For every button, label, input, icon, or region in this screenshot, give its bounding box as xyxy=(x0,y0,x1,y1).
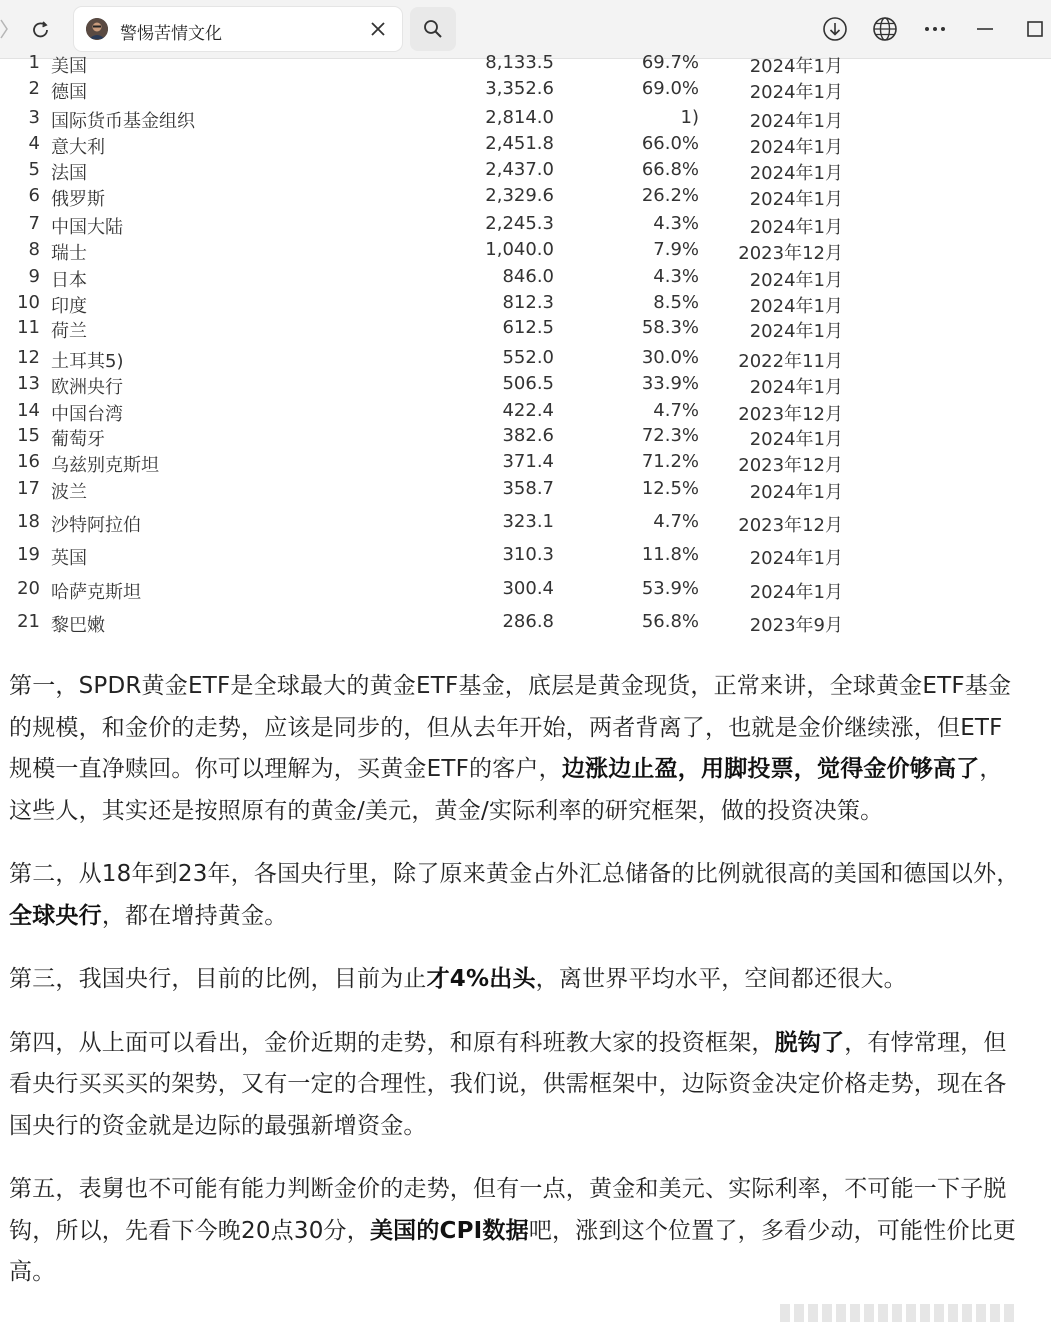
rank-cell: 13 xyxy=(17,373,40,394)
amount-cell: 358.7 xyxy=(502,478,554,499)
bold-text: 全球央行 xyxy=(9,902,102,929)
bold-text: 美国的CPI数据 xyxy=(369,1217,529,1244)
rank-cell: 21 xyxy=(17,611,40,632)
browser-tab[interactable] xyxy=(74,7,402,51)
date-cell: 2024年1月 xyxy=(749,82,843,103)
download-icon[interactable] xyxy=(820,14,850,44)
amount-cell: 506.5 xyxy=(502,373,554,394)
amount-cell: 2,451.8 xyxy=(485,133,554,154)
text-run: 第一，SPDR黄金ETF是全球最大的黄金ETF基金，底层是黄金现货，正常来讲，全球黄金ETF基金的规模，和金价的走势，应该是同步的，但从去年开始，两者背离了，也就是金价继续涨，但ETF规模一直净赎回。你可以理解为，买黄金ETF的客户， xyxy=(9,673,1012,782)
rank-cell: 8 xyxy=(28,239,40,260)
bold-text: 脱钩了 xyxy=(774,1029,845,1056)
date-cell: 2024年1月 xyxy=(749,56,843,77)
percent-cell: 4.3% xyxy=(653,266,699,287)
amount-cell: 300.4 xyxy=(502,578,554,599)
table-row xyxy=(0,159,1051,183)
percent-cell: 26.2% xyxy=(641,185,699,206)
paragraph-4 xyxy=(9,1023,1025,1148)
maximize-icon[interactable] xyxy=(1020,14,1050,44)
table-row xyxy=(0,544,1051,568)
table-row xyxy=(0,611,1051,635)
amount-cell: 422.4 xyxy=(502,400,554,421)
text-run: ，都在增持黄金。 xyxy=(101,902,288,929)
rank-cell: 11 xyxy=(17,317,40,338)
watermark xyxy=(780,1298,1040,1326)
country-cell: 波兰 xyxy=(51,482,87,503)
rank-cell: 17 xyxy=(17,478,40,499)
country-cell: 意大利 xyxy=(51,137,105,158)
date-cell: 2024年1月 xyxy=(749,429,843,450)
percent-cell: 4.7% xyxy=(653,511,699,532)
country-cell: 瑞士 xyxy=(51,243,87,264)
table-row xyxy=(0,400,1051,424)
close-icon[interactable] xyxy=(366,16,390,42)
table-row xyxy=(0,292,1051,316)
tab-title: 警惕苦情文化 xyxy=(120,24,222,44)
search-icon[interactable] xyxy=(410,7,456,51)
text-run: 第三，我国央行，目前的比例，目前为止 xyxy=(9,966,427,992)
date-cell: 2023年12月 xyxy=(738,515,843,536)
country-cell: 法国 xyxy=(51,163,87,184)
amount-cell: 552.0 xyxy=(502,347,554,368)
amount-cell: 2,814.0 xyxy=(485,107,554,128)
browser-toolbar xyxy=(0,0,1051,59)
table-row xyxy=(0,451,1051,475)
bold-text: 边涨边止盈，用脚投票，觉得金价够高了 xyxy=(561,756,980,782)
rank-cell: 18 xyxy=(17,511,40,532)
country-cell: 俄罗斯 xyxy=(51,189,105,210)
country-cell: 德国 xyxy=(51,82,87,103)
date-cell: 2024年1月 xyxy=(749,217,843,238)
percent-cell: 69.0% xyxy=(641,78,699,99)
table-row xyxy=(0,266,1051,290)
percent-cell: 8.5% xyxy=(653,292,699,313)
percent-cell: 66.8% xyxy=(641,159,699,180)
date-cell: 2023年12月 xyxy=(738,455,843,476)
percent-cell: 56.8% xyxy=(641,611,699,632)
rank-cell: 2 xyxy=(28,78,40,99)
country-cell: 沙特阿拉伯 xyxy=(51,515,141,536)
bold-text: 才4%出头 xyxy=(426,966,536,992)
date-cell: 2024年1月 xyxy=(749,377,843,398)
date-cell: 2024年1月 xyxy=(749,296,843,317)
rank-cell: 14 xyxy=(17,400,40,421)
date-cell: 2023年12月 xyxy=(738,243,843,264)
rank-cell: 1 xyxy=(28,52,40,73)
percent-cell: 66.0% xyxy=(641,133,699,154)
rank-cell: 5 xyxy=(28,159,40,180)
amount-cell: 2,245.3 xyxy=(485,213,554,234)
article-body xyxy=(9,666,1025,1316)
country-cell: 荷兰 xyxy=(51,321,87,342)
paragraph-2 xyxy=(9,854,1025,937)
country-cell: 中国大陆 xyxy=(51,217,123,238)
date-cell: 2024年1月 xyxy=(749,163,843,184)
country-cell: 土耳其5) xyxy=(51,351,124,372)
percent-cell: 33.9% xyxy=(641,373,699,394)
date-cell: 2022年11月 xyxy=(738,351,843,372)
paragraph-3 xyxy=(9,959,1025,1001)
country-cell: 国际货币基金组织 xyxy=(51,111,195,132)
date-cell: 2023年9月 xyxy=(749,615,843,636)
percent-cell: 7.9% xyxy=(653,239,699,260)
text-run: 第五，表舅也不可能有能力判断金价的走势，但有一点，黄金和美元、实际利率，不可能一下子脱钩，所以，先看下今晚20点30分， xyxy=(9,1176,1007,1244)
percent-cell: 4.7% xyxy=(653,400,699,421)
date-cell: 2024年1月 xyxy=(749,482,843,503)
table-row xyxy=(0,578,1051,602)
percent-cell: 12.5% xyxy=(641,478,699,499)
table-row xyxy=(0,425,1051,449)
rank-cell: 15 xyxy=(17,425,40,446)
rank-cell: 10 xyxy=(17,292,40,313)
percent-cell: 72.3% xyxy=(641,425,699,446)
text-run: ，这些人，其实还是按照原有的黄金/美元，黄金/实际利率的研究框架，做的投资决策。 xyxy=(9,756,1003,824)
country-cell: 日本 xyxy=(51,270,87,291)
table-row xyxy=(0,78,1051,102)
rank-cell: 7 xyxy=(28,213,40,234)
more-icon[interactable] xyxy=(920,14,950,44)
country-cell: 英国 xyxy=(51,548,87,569)
amount-cell: 3,352.6 xyxy=(485,78,554,99)
country-cell: 欧洲央行 xyxy=(51,377,123,398)
country-cell: 哈萨克斯坦 xyxy=(51,582,141,603)
percent-cell: 69.7% xyxy=(641,52,699,73)
table-row xyxy=(0,213,1051,237)
text-run: 第二，从18年到23年，各国央行里，除了原来黄金占外汇总储备的比例就很高的美国和德国以外， xyxy=(9,861,1020,887)
table-row xyxy=(0,239,1051,263)
amount-cell: 286.8 xyxy=(502,611,554,632)
minimize-icon[interactable] xyxy=(970,14,1000,44)
rank-cell: 12 xyxy=(17,347,40,368)
paragraph-1 xyxy=(9,666,1025,832)
text-run: 吧，涨到这个位置了，多看少动，可能性价比更高。 xyxy=(9,1217,1017,1285)
percent-cell: 53.9% xyxy=(641,578,699,599)
table-row xyxy=(0,373,1051,397)
table-row xyxy=(0,52,1051,76)
rank-cell: 19 xyxy=(17,544,40,565)
amount-cell: 2,329.6 xyxy=(485,185,554,206)
amount-cell: 2,437.0 xyxy=(485,159,554,180)
amount-cell: 846.0 xyxy=(502,266,554,287)
table-row xyxy=(0,478,1051,502)
date-cell: 2023年12月 xyxy=(738,404,843,425)
country-cell: 印度 xyxy=(51,296,87,317)
text-run: 第四，从上面可以看出，金价近期的走势，和原有科班教大家的投资框架， xyxy=(9,1029,775,1056)
table-row xyxy=(0,133,1051,157)
text-run: ，有悖常理，但看央行买买买的架势，又有一定的合理性，我们说，供需框架中，边际资金决定价格走势，现在各国央行的资金就是边际的最强新增资金。 xyxy=(9,1029,1007,1139)
amount-cell: 371.4 xyxy=(502,451,554,472)
country-cell: 葡萄牙 xyxy=(51,429,105,450)
rank-cell: 9 xyxy=(28,266,40,287)
date-cell: 2024年1月 xyxy=(749,189,843,210)
country-cell: 美国 xyxy=(51,56,87,77)
table-row xyxy=(0,107,1051,131)
reload-icon[interactable] xyxy=(26,15,56,45)
paragraph-5 xyxy=(9,1169,1025,1294)
percent-cell: 30.0% xyxy=(641,347,699,368)
globe-icon[interactable] xyxy=(870,14,900,44)
amount-cell: 612.5 xyxy=(502,317,554,338)
table-row xyxy=(0,347,1051,371)
text-run: ，离世界平均水平，空间都还很大。 xyxy=(535,966,907,992)
rank-cell: 4 xyxy=(28,133,40,154)
table-row xyxy=(0,511,1051,535)
table-row xyxy=(0,317,1051,341)
percent-cell: 4.3% xyxy=(653,213,699,234)
rank-cell: 6 xyxy=(28,185,40,206)
country-cell: 乌兹别克斯坦 xyxy=(51,455,159,476)
country-cell: 黎巴嫩 xyxy=(51,615,105,636)
percent-cell: 71.2% xyxy=(641,451,699,472)
date-cell: 2024年1月 xyxy=(749,321,843,342)
date-cell: 2024年1月 xyxy=(749,582,843,603)
rank-cell: 20 xyxy=(17,578,40,599)
rank-cell: 16 xyxy=(17,451,40,472)
percent-cell: 11.8% xyxy=(641,544,699,565)
amount-cell: 310.3 xyxy=(502,544,554,565)
amount-cell: 8,133.5 xyxy=(485,52,554,73)
gold-reserves-table xyxy=(0,52,1051,640)
rank-cell: 3 xyxy=(28,107,40,128)
amount-cell: 812.3 xyxy=(502,292,554,313)
country-cell: 中国台湾 xyxy=(51,404,123,425)
date-cell: 2024年1月 xyxy=(749,270,843,291)
amount-cell: 382.6 xyxy=(502,425,554,446)
back-icon[interactable] xyxy=(0,18,8,40)
amount-cell: 323.1 xyxy=(502,511,554,532)
amount-cell: 1,040.0 xyxy=(485,239,554,260)
percent-cell: 1) xyxy=(680,107,699,128)
date-cell: 2024年1月 xyxy=(749,548,843,569)
percent-cell: 58.3% xyxy=(641,317,699,338)
date-cell: 2024年1月 xyxy=(749,137,843,158)
avatar xyxy=(86,18,108,40)
date-cell: 2024年1月 xyxy=(749,111,843,132)
table-row xyxy=(0,185,1051,209)
